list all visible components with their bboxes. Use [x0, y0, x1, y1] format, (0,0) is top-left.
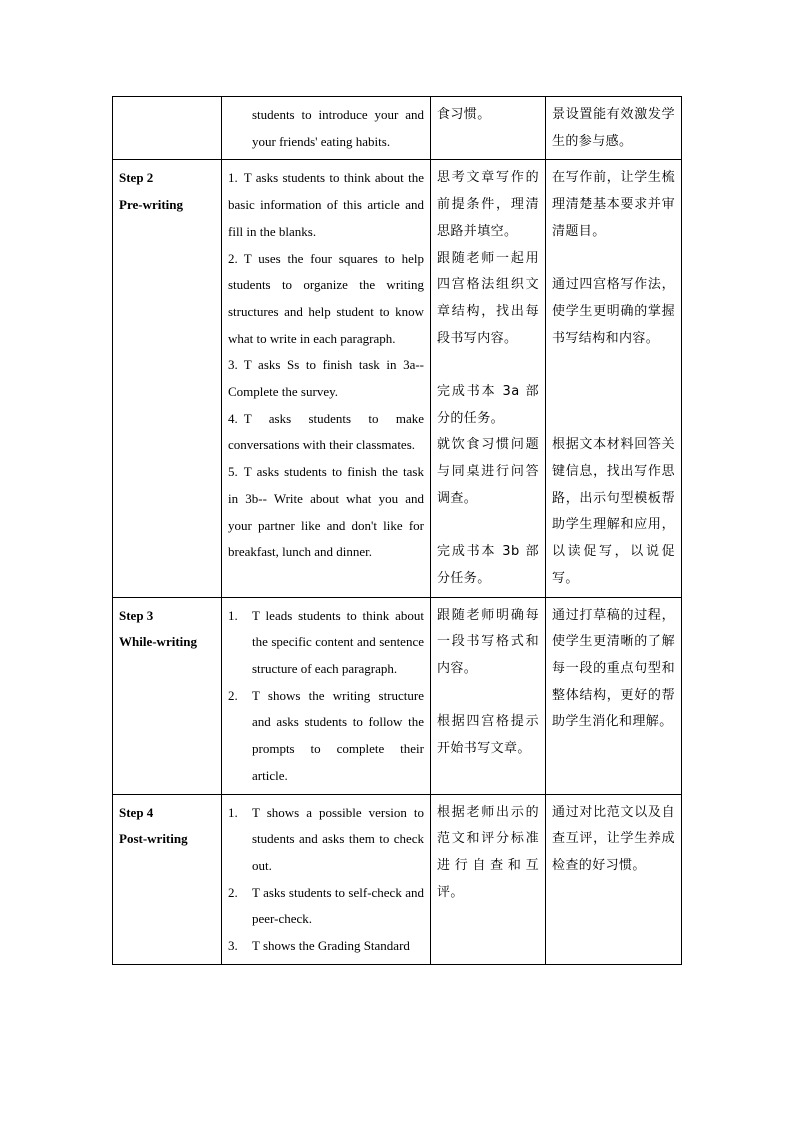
student-activity-cell: [431, 597, 546, 794]
list-item: 1. T leads students to think about the specific content and sentence structure of each paragraph.: [228, 607, 424, 677]
list-item: 3. T shows the Grading Standard: [228, 938, 410, 954]
list-item: 4. T asks students to make conversations with their classmates.: [228, 410, 424, 453]
list-item: 1. T shows a possible version to students and asks them to check out.: [228, 804, 424, 873]
student-activity-text: 完成书本 3a 部分的任务。: [437, 384, 539, 426]
activity-text: students to introduce your and your friends' eating habits.: [252, 107, 424, 149]
design-purpose-text: 通过对比范文以及自查互评，让学生养成检查的好习惯。: [552, 804, 675, 873]
step-phase: Pre-writing: [119, 197, 184, 213]
design-purpose-cell: [546, 597, 682, 794]
activity-list: [228, 800, 424, 960]
student-activity-text: 食习惯。: [437, 107, 491, 122]
step-cell: [113, 597, 222, 794]
student-activity-text: 完成书本 3b 部分任务。: [437, 544, 539, 586]
student-activity-cell: [431, 794, 546, 964]
list-item: 1. T asks students to think about the basic information of this article and fill in the blanks.: [228, 170, 424, 239]
step-cell: [113, 97, 222, 160]
design-purpose-text: 景设置能有效激发学生的参与感。: [552, 107, 675, 149]
design-purpose-text: 通过四宫格写作法，使学生更明确的掌握书写结构和内容。: [552, 277, 675, 346]
list-item: 2. T shows the writing structure and asks students to follow the prompts to complete their article.: [228, 687, 424, 783]
design-purpose-cell: [546, 160, 682, 597]
design-purpose-cell: [546, 794, 682, 964]
activity-list: [228, 603, 424, 790]
list-item: 3. T asks Ss to finish task in 3a--Complete the survey.: [228, 357, 424, 400]
design-purpose-cell: [546, 97, 682, 160]
student-activity-text: 根据四宫格提示开始书写文章。: [437, 714, 539, 757]
step-cell: [113, 160, 222, 597]
step-cell: [113, 794, 222, 964]
table-row-step-3: [113, 597, 682, 794]
student-activity-text: 就饮食习惯问题与同桌进行问答调查。: [437, 437, 539, 506]
activities-cell: [222, 160, 431, 597]
student-activity-text: 跟随老师明确每一段书写格式和内容。: [437, 607, 539, 677]
student-activity-cell: [431, 160, 546, 597]
list-item: 2. T uses the four squares to help students to organize the writing structures and help student to know what to write in each paragraph.: [228, 250, 424, 346]
student-activity-text: 根据老师出示的范文和评分标准进行自查和互评。: [437, 804, 539, 900]
activity-list: [228, 165, 424, 566]
student-activity-text: 思考文章写作的前提条件，理清思路并填空。: [437, 170, 539, 239]
table-row-step-4: [113, 794, 682, 964]
list-item: 2. T asks students to self-check and peer-check.: [228, 884, 424, 927]
design-purpose-text: 根据文本材料回答关键信息，找出写作思路，出示句型模板帮助学生理解和应用，以读促写，以说促写。: [552, 437, 675, 586]
lesson-plan-table: [112, 96, 682, 965]
student-activity-cell: [431, 97, 546, 160]
activities-cell: [222, 597, 431, 794]
activities-cell: [222, 794, 431, 964]
design-purpose-text: 通过打草稿的过程，使学生更清晰的了解每一段的重点句型和整体结构，更好的帮助学生消化和理解。: [552, 607, 675, 730]
step-number: Step 3: [119, 607, 154, 623]
step-number: Step 2: [119, 170, 154, 186]
table-row-continuation: [113, 97, 682, 160]
activities-cell: [222, 97, 431, 160]
table-row-step-2: [113, 160, 682, 597]
step-phase: Post-writing: [119, 831, 188, 847]
list-item: 5. T asks students to finish the task in 3b-- Write about what you and your partner like and don't like for breakfast, lunch and dinner.: [228, 464, 424, 560]
step-number: Step 4: [119, 804, 154, 820]
step-phase: While-writing: [119, 634, 197, 650]
student-activity-text: 跟随老师一起用四宫格法组织文章结构，找出每段书写内容。: [437, 250, 539, 346]
design-purpose-text: 在写作前，让学生梳理清楚基本要求并审清题目。: [552, 170, 675, 239]
